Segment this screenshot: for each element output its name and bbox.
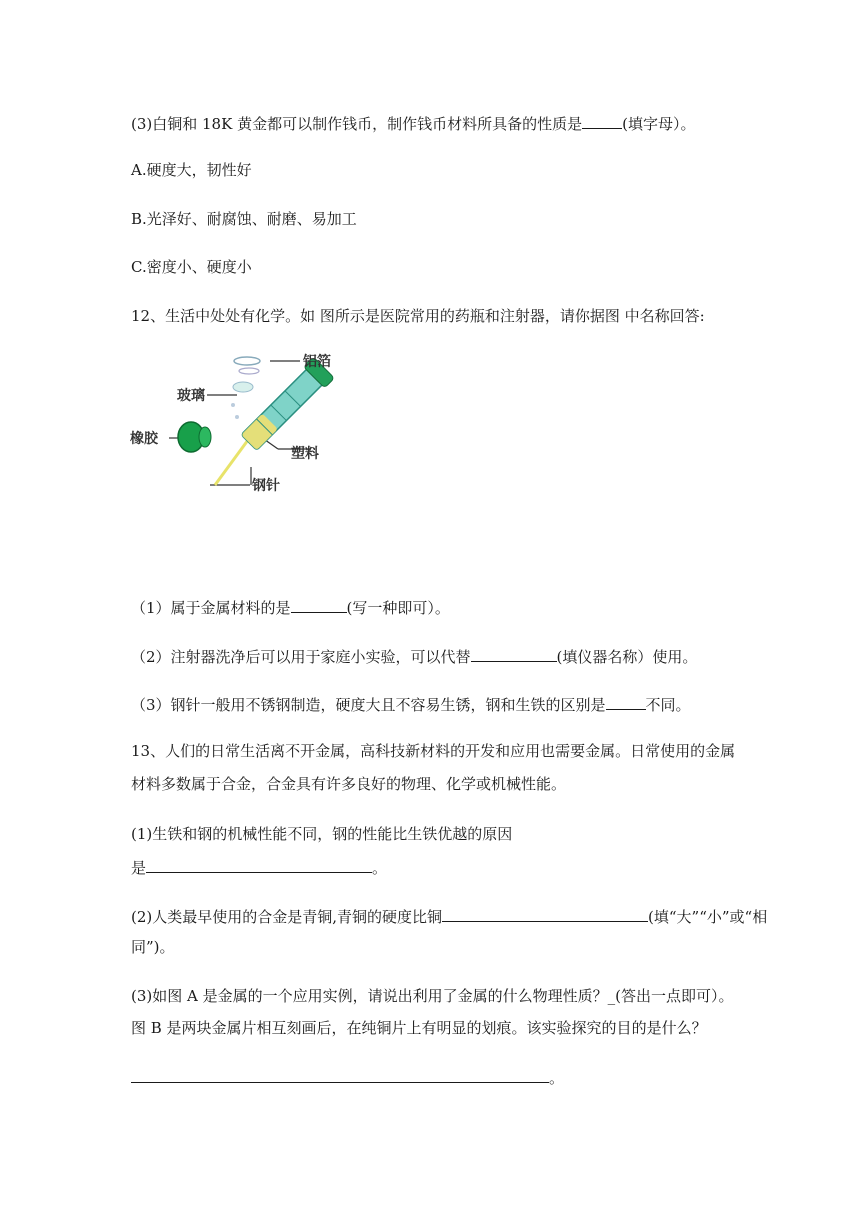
q12-stem: 12、生活中处处有化学。如 图所示是医院常用的药瓶和注射器，请你据图 中名称回答: bbox=[131, 307, 705, 325]
label-steel-needle: 钢针 bbox=[252, 478, 280, 494]
q13-sub2: (2)人类最早使用的合金是青铜,青铜的硬度比铜 (填“大”“小”或“相 bbox=[131, 905, 767, 927]
q13-sub3-line3: 。 bbox=[131, 1066, 564, 1088]
q13-sub2-line2: 同”)。 bbox=[131, 938, 175, 956]
q11-3-blank[interactable] bbox=[582, 112, 622, 129]
q12-sub2: （2）注射器洗净后可以用于家庭小实验，可以代替 (填仪器名称）使用。 bbox=[131, 645, 697, 667]
q11-3-text-after: (填字母）。 bbox=[622, 115, 696, 133]
q13-stem-line2: 材料多数属于合金，合金具有许多良好的物理、化学或机械性能。 bbox=[131, 775, 567, 793]
q12-sub2-blank[interactable] bbox=[471, 645, 557, 662]
q11-3-text: (3)白铜和 18K 黄金都可以制作钱币，制作钱币材料所具备的性质是 bbox=[131, 115, 583, 133]
syringe-figure bbox=[125, 345, 345, 495]
label-aluminum-foil: 铝箔 bbox=[303, 354, 331, 370]
q13-sub1-line1: (1)生铁和钢的机械性能不同，钢的性能比生铁优越的原因 bbox=[131, 825, 513, 843]
q13-sub3-line1: (3)如图 A 是金属的一个应用实例，请说出利用了金属的什么物理性质？_(答出一点即可）。 bbox=[131, 987, 734, 1005]
q12-sub1-blank[interactable] bbox=[291, 596, 347, 613]
q13-sub3-blank[interactable] bbox=[131, 1066, 549, 1083]
label-glass: 玻璃 bbox=[177, 388, 205, 404]
q13-sub3-line2: 图 B 是两块金属片相互刻画后，在纯铜片上有明显的划痕。该实验探究的目的是什么？ bbox=[131, 1019, 707, 1037]
q11-3-question bbox=[131, 112, 695, 134]
q12-sub1: （1）属于金属材料的是 (写一种即可）。 bbox=[131, 596, 450, 618]
q11-3-option-a: A.硬度大，韧性好 bbox=[131, 161, 252, 179]
q13-stem-line1: 13、人们的日常生活离不开金属，高科技新材料的开发和应用也需要金属。日常使用的金属 bbox=[131, 742, 736, 760]
q11-3-option-b: B.光泽好、耐腐蚀、耐磨、易加工 bbox=[131, 210, 357, 228]
q12-sub3-blank[interactable] bbox=[606, 693, 646, 710]
q11-3-option-c: C.密度小、硬度小 bbox=[131, 258, 252, 276]
q13-sub1-blank[interactable] bbox=[146, 856, 372, 873]
label-rubber: 橡胶 bbox=[130, 431, 158, 447]
q13-sub1-line2: 是 。 bbox=[131, 856, 387, 878]
q13-sub2-blank[interactable] bbox=[442, 905, 648, 922]
q12-sub3: （3）钢针一般用不锈钢制造，硬度大且不容易生锈，钢和生铁的区别是 不同。 bbox=[131, 693, 691, 715]
label-plastic: 塑料 bbox=[291, 446, 319, 462]
